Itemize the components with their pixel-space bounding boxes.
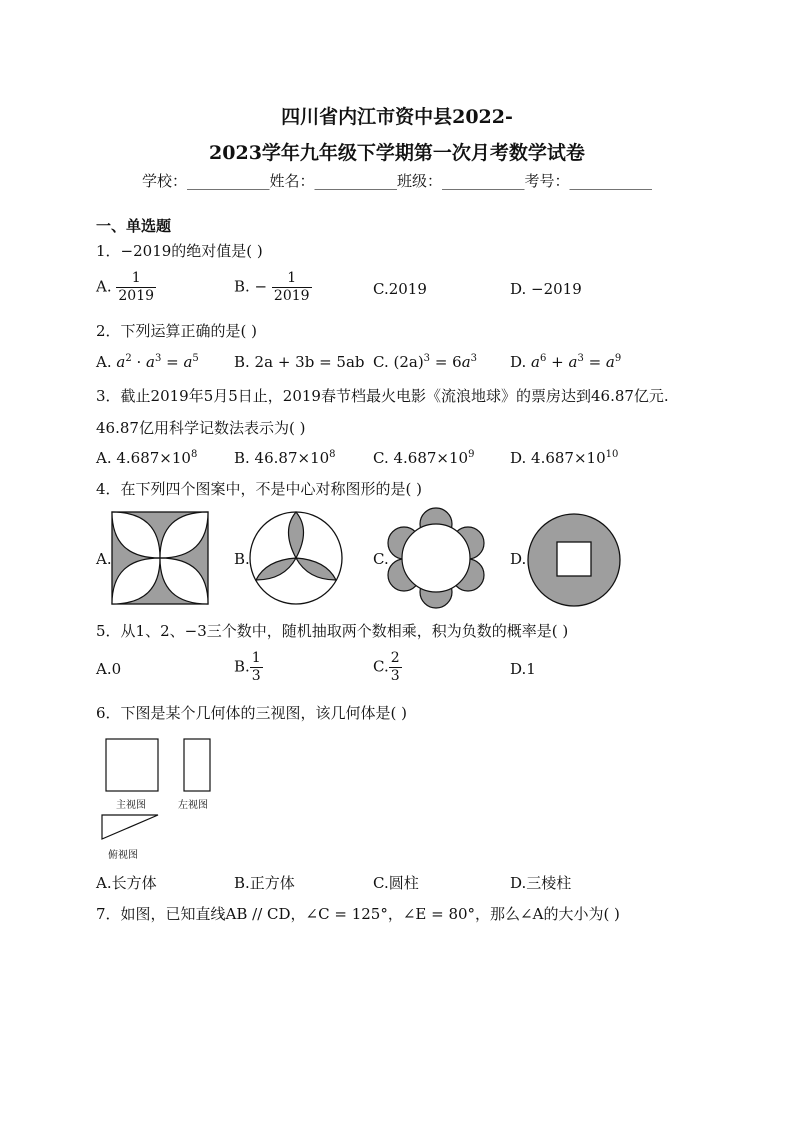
q1-option-b: B. − $\frac{1}{2019}$ bbox=[234, 270, 310, 304]
q1-option-d: D. −2019 bbox=[510, 280, 582, 298]
question-4-stem: 4．在下列四个图案中，不是中心对称图形的是( ) bbox=[96, 480, 423, 498]
q2-option-a: A. $a^2 \cdot a^3 = a^5$ bbox=[96, 353, 199, 371]
q5-option-b: B. $\frac{1}{3}$ bbox=[234, 650, 261, 684]
q6-label-top-view: 俯视图 bbox=[108, 850, 138, 861]
question-6-stem: 6．下图是某个几何体的三视图，该几何体是( ) bbox=[96, 704, 408, 722]
q3-option-d: D. $4.687\times 10^{10}$ bbox=[510, 449, 619, 467]
q4-option-b-label: B. bbox=[234, 550, 250, 568]
q3-option-a: A. $4.687\times 10^8$ bbox=[96, 449, 198, 467]
q3-option-c: C. $4.687\times 10^9$ bbox=[373, 449, 475, 467]
q1-option-a: A. $\frac{1}{2019}$ bbox=[96, 270, 155, 304]
section-heading: 一、单选题 bbox=[96, 217, 172, 235]
q2-option-c: C. $(2a)^3 = 6a^3$ bbox=[373, 353, 478, 371]
q3-option-b: B. $46.87\times 10^8$ bbox=[234, 449, 336, 467]
question-7-stem: 7．如图，已知直线AB // CD，∠C = 125°，∠E = 80°，那么∠A的大小为( ) bbox=[96, 905, 620, 923]
question-2-stem: 2．下列运算正确的是( ) bbox=[96, 322, 258, 340]
q4-option-a-label: A. bbox=[96, 550, 112, 568]
question-1-stem: 1．−2019的绝对值是( ) bbox=[96, 242, 263, 260]
q6-option-a: A.长方体 bbox=[96, 874, 157, 892]
q4-figure-b-three-petal-circle bbox=[246, 508, 346, 608]
exam-title-line2: 2023学年九年级下学期第一次月考数学试卷 bbox=[209, 142, 585, 164]
q6-label-front-view: 主视图 bbox=[116, 800, 146, 811]
q4-option-d-label: D. bbox=[510, 550, 527, 568]
q6-option-c: C.圆柱 bbox=[373, 874, 419, 892]
q4-figure-a-four-petal-square bbox=[110, 510, 210, 606]
question-5-stem: 5．从1、2、−3三个数中，随机抽取两个数相乘，积为负数的概率是( ) bbox=[96, 622, 569, 640]
q5-option-a: A.0 bbox=[96, 660, 122, 678]
q6-option-b: B.正方体 bbox=[234, 874, 295, 892]
q1-option-c: C.2019 bbox=[373, 280, 427, 298]
q4-figure-d-coin bbox=[526, 512, 622, 608]
q2-option-b: B. 2a + 3b = 5ab bbox=[234, 353, 365, 371]
student-info-line: 学校：___________姓名：___________班级：___________考号：___________ bbox=[141, 172, 652, 190]
q2-option-d: D. $a^6 + a^3 = a^9$ bbox=[510, 353, 622, 371]
question-3-stem-line2: 46.87亿用科学记数法表示为( ) bbox=[96, 419, 306, 437]
q6-label-left-view: 左视图 bbox=[178, 800, 208, 811]
q4-figure-c-flower bbox=[386, 506, 486, 610]
q6-option-d: D.三棱柱 bbox=[510, 874, 572, 892]
q4-option-c-label: C. bbox=[373, 550, 389, 568]
exam-title-line1: 四川省内江市资中县2022- bbox=[281, 106, 513, 128]
q5-option-c: C. $\frac{2}{3}$ bbox=[373, 650, 400, 684]
q5-option-d: D.1 bbox=[510, 660, 536, 678]
question-3-stem-line1: 3．截止2019年5月5日止，2019春节档最火电影《流浪地球》的票房达到46.87亿元. bbox=[96, 387, 669, 405]
